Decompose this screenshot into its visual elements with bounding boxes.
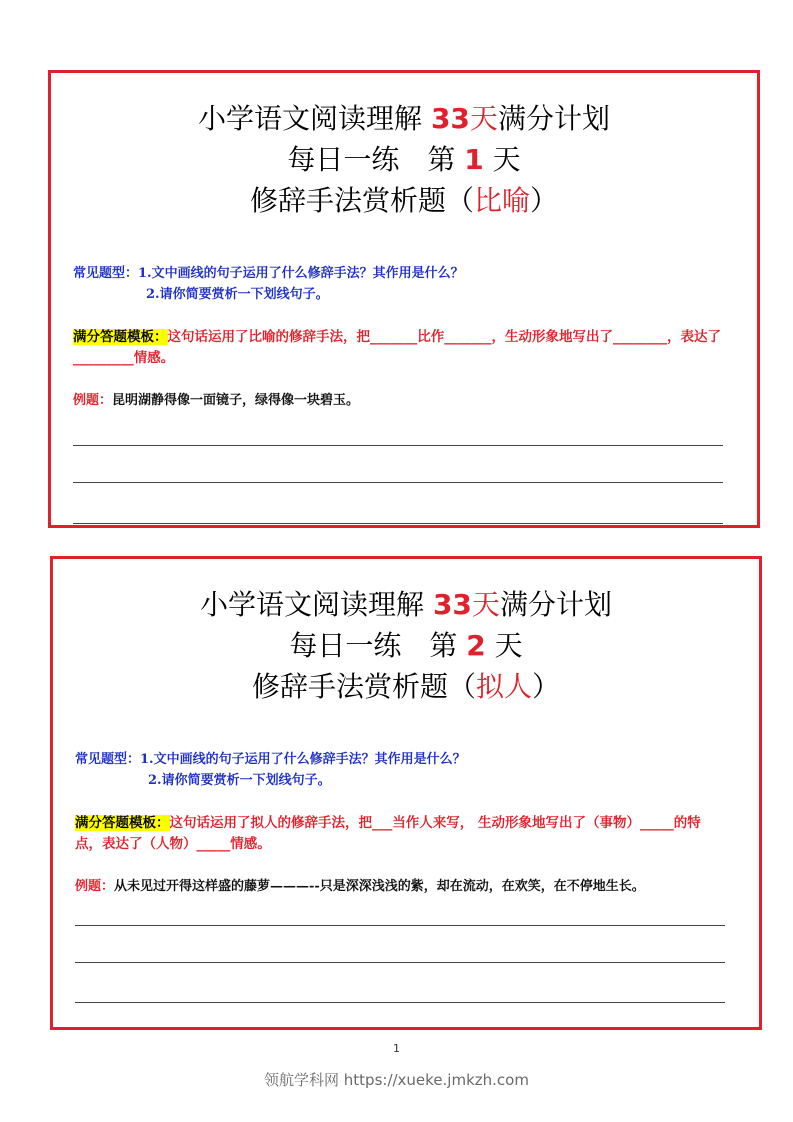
question-line-1: 常见题型：1.文中画线的句子运用了什么修辞手法？其作用是什么？ xyxy=(73,266,464,281)
plan-title: 小学语文阅读理解 33天满分计划 xyxy=(200,588,612,621)
worksheet-card-day-2 xyxy=(50,556,762,1030)
template-text: 这句话运用了比喻的修辞手法，把_______比作_______，生动形象地写出了________，表达了_________情感。 xyxy=(73,329,721,366)
answer-template xyxy=(73,327,721,369)
plan-title: 小学语文阅读理解 33天满分计划 xyxy=(198,102,610,135)
answer-line[interactable] xyxy=(73,445,723,446)
example: 例题：昆明湖静得像一面镜子，绿得像一块碧玉。 xyxy=(73,393,360,408)
topic-heading: 修辞手法赏析题（拟人） xyxy=(251,670,561,703)
question-line-2: 2.请你简要赏析一下划线句子。 xyxy=(146,287,329,302)
answer-line[interactable] xyxy=(75,962,725,963)
question-types xyxy=(73,263,721,305)
example: 例题：从未见过开得这样盛的藤萝———--只是深深浅浅的紫，却在流动，在欢笑，在不停地生长。 xyxy=(75,879,645,894)
answer-line[interactable] xyxy=(73,482,723,483)
answer-template xyxy=(75,813,723,855)
question-types xyxy=(75,749,723,791)
template-label: 满分答题模板： xyxy=(75,815,170,831)
answer-line[interactable] xyxy=(73,523,723,524)
day-heading: 每日一练 第 2 天 xyxy=(289,629,523,662)
question-line-2: 2.请你简要赏析一下划线句子。 xyxy=(148,773,331,788)
worksheet-card-day-1 xyxy=(48,70,760,528)
answer-line[interactable] xyxy=(75,1002,725,1003)
footer-watermark: 领航学科网 https://xueke.jmkzh.com xyxy=(264,1071,529,1089)
template-text: 这句话运用了拟人的修辞手法，把___当作人来写， 生动形象地写出了（事物）_____的特点，表达了（人物）_____情感。 xyxy=(75,815,701,852)
topic-heading: 修辞手法赏析题（比喻） xyxy=(249,184,559,217)
question-line-1: 常见题型：1.文中画线的句子运用了什么修辞手法？其作用是什么？ xyxy=(75,752,466,767)
day-heading: 每日一练 第 1 天 xyxy=(287,143,521,176)
page-number: 1 xyxy=(393,1042,400,1055)
answer-line[interactable] xyxy=(75,925,725,926)
template-label: 满分答题模板： xyxy=(73,329,168,345)
